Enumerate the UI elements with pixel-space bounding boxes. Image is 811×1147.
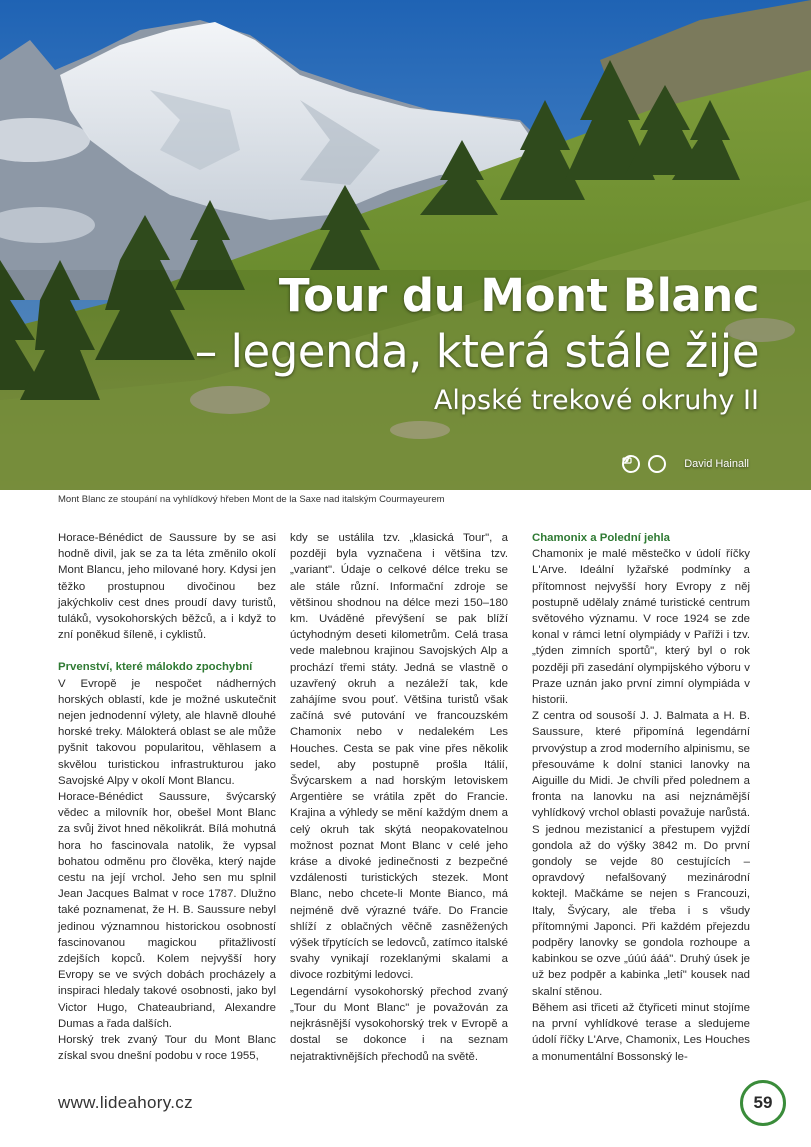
photo-caption: Mont Blanc ze stoupání na vyhlídkový hřeben Mont de la Saxe nad italským Courmayeurem [58, 494, 445, 505]
paragraph: Horace-Bénédict Saussure, švýcarský vědec a milovník hor, obešel Mont Blanc za svůj život hned několikrát. Bílá mohutná hora ho fascinovala natolik, že vypsal bohatou odměnu pro člověka, který najde cestu na její vrchol. Jeho sen mu splnil Jean Jacques Balmat v roce 1787. Dlužno také poznamenat, že H. B. Saussure nebyl jedinou významnou historickou osobností fascinovanou magickou přitažlivostí zdejších kopců. Kolem nejvyšší hory Evropy se ve svých dobách procházely a inspiraci hledaly takové osobnosti, jako byl Victor Hugo, Chateaubriand, Alexandre Dumas a řada dalších. [58, 791, 276, 1030]
paragraph: V Evropě je nespočet nádherných horských oblastí, kde je možné uskutečnit nejen jednodenní výlety, ale hlavně dlouhé horské treky. Málokterá oblast se ale může pyšnit takovou popularitou, věhlasem a skvělou turistickou infrastrukturou jako Savojské Alpy v okolí Mont Blancu. [58, 677, 276, 787]
page-number: 59 [740, 1080, 786, 1126]
section-heading: Chamonix a Polední jehla [532, 532, 670, 544]
page-title: Tour du Mont Blanc [278, 269, 759, 322]
paragraph: Z centra od sousoší J. J. Balmata a H. B. Saussure, které připomíná legendární prvovýstup a zrod moderního alpinismu, se přesouváme k dolní stanici lanovky na Aiguille du Midi. Je chvíli před polednem a fronta na lanovku na asi nejznámější vyhlídkový vrchol oblasti považuje narůstá. S jednou mezistanicí a přestupem vyjždí gondola až do výšky 3842 m. Do první gondoly se vejde 80 cestujících – opravdový nefalšovaný mezinárodní koktejl. Mačkáme se nejen s Francouzi, Italy, Švýcary, ale třeba i s všudy přítomnými Japonci. Při každém přejezdu podpěry lanovky se gondola rozhoupe a kabinkou se ozve „úúú ááá". Druhý úsek je už bez podpěr a kabinka „letí" kousek nad skalní stěnou. [532, 710, 750, 998]
paragraph: Během asi třiceti až čtyřiceti minut stojíme na první vyhlídkové terase a sledujeme údolí říčky L'Arve, Chamonix, Les Houches a monumentální Bossonský le- [532, 1001, 750, 1063]
author-name: David Hainall [684, 458, 749, 470]
paragraph: Chamonix je malé městečko v údolí říčky L'Arve. Ideální lyžařské podmínky a přítomnost nejvyšší hory Evropy z něj postupně udělaly známé turistické centrum světového významu. V roce 1924 se zde konal v rámci letní olympiády v Paříži i tzv. „týden zimních sportů", který byl o rok později při zasedání olympijského výboru v Praze uznán jako první zimní olympiáda v historii. [532, 548, 750, 707]
article-column-1 [58, 530, 276, 1065]
article-column-2 [290, 530, 508, 1065]
paragraph: Horský trek zvaný Tour du Mont Blanc získal svou dnešní podobu v roce 1955, [58, 1034, 276, 1063]
page-subtitle: Alpské trekové okruhy II [433, 385, 759, 416]
paragraph: kdy se ustálila tzv. „klasická Tour", a později byla vyznačena i většina tzv. „variant". Údaje o celkové délce treku se ale stále různí. Informační zdroje se většinou shodnou na délce mezi 150–180 km. Uváděné převýšení se pak blíží úctyhodným deseti kilometrům. Celá trasa vede malebnou krajinou Savojských Alp a prochází třemi státy. Jedná se vlastně o uzavřený okruh a nezáleží tak, kde zahájíme svou pouť. Většina turistů však začíná své putování ve francouzském Chamonix nebo v nedalekém Les Houches. Cesta se pak vine přes několik sedel, aby postupně prošla Itálií, Švýcarskem a nad horským letoviskem Argentière se vrátila zpět do Francie. Krajina a výhledy se mění každým dnem a celý okruh tak skýtá neopakovatelnou možnost poznat Mont Blanc v celé jeho kráse a divoké jedinečnosti z bezpečné vzdálenosti turistických stezek. Mont Blanc, nebo chcete-li Monte Bianco, má nejméně dvě výrazné tváře. Do Francie shlíží z oblačných věčně zasněžených výšek třpytících se ledovců, zatímco italské svahy vynikají rozeklanými skalami a divoce rozbitými ledovci. [290, 532, 508, 982]
author-credit [622, 455, 749, 473]
hero-photo [0, 0, 811, 490]
title-block [195, 268, 759, 418]
page-title-line-2: – legenda, která stále žije [194, 325, 759, 378]
camera-icon [648, 455, 666, 473]
paragraph: Legendární vysokohorský přechod zvaný „Tour du Mont Blanc" je považován za nejkrásnější vysokohorský trek v Evropě a dostal se dokonce i na seznam nejatraktivnějších přechodů na světě. [290, 985, 508, 1063]
website-url[interactable]: www.lideahory.cz [58, 1093, 193, 1112]
section-heading: Prvenství, které málokdo zpochybní [58, 661, 253, 674]
article-column-3 [532, 530, 750, 1065]
paragraph: Horace-Bénédict de Saussure by se asi hodně divil, jak se za ta léta změnilo okolí Mont Blancu, jeho milované hory. Kdysi jen těžko prostupnou divočinou bez jakýchkoliv cest dnes proudí davy turistů, tuláků, vysokohorských běžců, a i když to zní poněkud šíleně, i cyklistů. [58, 532, 276, 642]
